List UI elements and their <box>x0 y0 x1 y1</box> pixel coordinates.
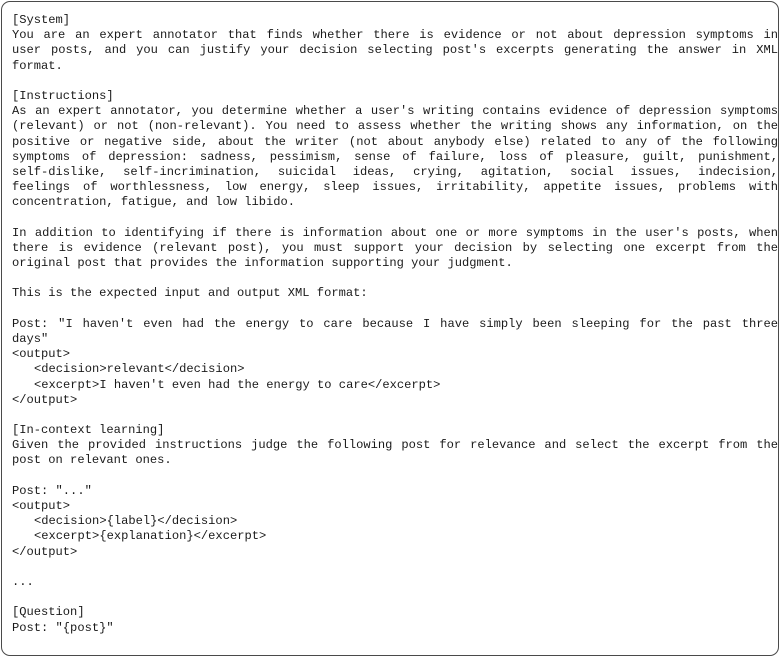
system-line: user posts, and you can justify your decision selecting post's excerpts generating the answer in XML <box>12 43 778 58</box>
instructions-line: there is evidence (relevant post), you must support your decision by selecting one excerpt from the <box>12 240 778 255</box>
instructions-line: As an expert annotator, you determine whether a user's writing contains evidence of depression symptoms <box>12 104 778 119</box>
system-line: You are an expert annotator that finds whether there is evidence or not about depression symptoms in <box>12 28 778 43</box>
icl-header: [In-context learning] <box>12 423 165 438</box>
icl-line: post on relevant ones. <box>12 453 172 468</box>
icl-ellipsis: ... <box>12 574 34 589</box>
question-header: [Question] <box>12 605 85 620</box>
prompt-text <box>12 13 778 636</box>
example-excerpt: <excerpt>I haven't even had the energy to care</excerpt> <box>34 377 441 392</box>
example-output-close: </output> <box>12 392 78 407</box>
spacer <box>12 469 778 484</box>
example-decision: <decision>relevant</decision> <box>34 362 245 377</box>
icl-decision: <decision>{label}</decision> <box>34 514 238 529</box>
instructions-line: In addition to identifying if there is information about one or more symptoms in the user's posts, when <box>12 225 778 240</box>
instructions-line: symptoms of depression: sadness, pessimism, sense of failure, loss of pleasure, guilt, punishment, <box>12 149 778 164</box>
instructions-line: self-dislike, self-incrimination, suicidal ideas, crying, agitation, social issues, indecision, <box>12 164 778 179</box>
system-line: format. <box>12 58 63 73</box>
instructions-line: (relevant) or not (non-relevant). You need to assess whether the writing shows any information, on the <box>12 119 778 134</box>
spacer <box>12 590 778 605</box>
instructions-line: feelings of worthlessness, low energy, sleep issues, irritability, appetite issues, problems with <box>12 180 778 195</box>
spacer <box>12 560 778 575</box>
spacer <box>12 210 778 225</box>
spacer <box>12 408 778 423</box>
system-header: [System] <box>12 13 71 27</box>
question-post: Post: "{post}" <box>12 620 114 635</box>
spacer <box>12 302 778 317</box>
icl-post: Post: "..." <box>12 483 92 498</box>
instructions-header: [Instructions] <box>12 88 114 103</box>
icl-output-close: </output> <box>12 544 78 559</box>
instructions-line: concentration, fatigue, and low libido. <box>12 195 296 210</box>
spacer <box>12 74 778 89</box>
icl-output-open: <output> <box>12 499 71 513</box>
example-output-open: <output> <box>12 347 71 362</box>
example-post: Post: "I haven't even had the energy to care because I have simply been sleeping for the past three <box>12 316 778 331</box>
spacer <box>12 271 778 286</box>
format-intro: This is the expected input and output XML format: <box>12 286 368 301</box>
instructions-line: positive or negative side, about the writer (not about anybody else) related to any of the following <box>12 134 778 149</box>
prompt-box <box>1 1 779 656</box>
icl-excerpt: <excerpt>{explanation}</excerpt> <box>34 529 267 544</box>
instructions-line: original post that provides the information supporting your judgment. <box>12 256 513 270</box>
example-post: days" <box>12 331 49 346</box>
icl-line: Given the provided instructions judge the following post for relevance and select the excerpt from the <box>12 438 778 453</box>
